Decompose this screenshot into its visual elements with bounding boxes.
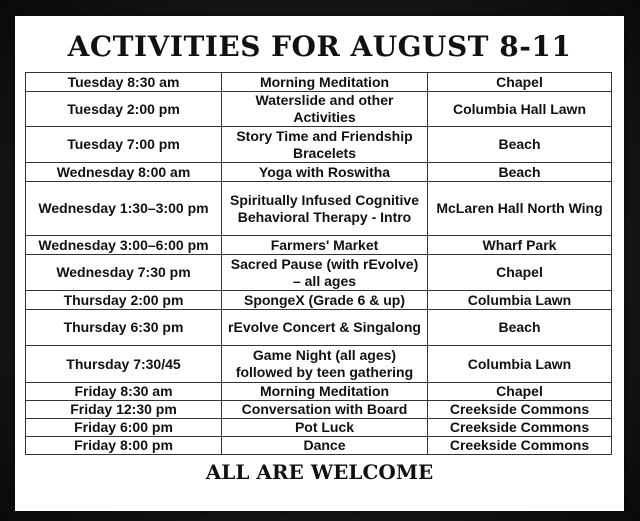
time-cell: Wednesday 1:30–3:00 pm <box>26 182 222 236</box>
location-cell: Beach <box>428 163 612 182</box>
table-row <box>26 163 612 182</box>
activity-cell: Pot Luck <box>222 419 428 437</box>
activity-cell: Game Night (all ages) followed by teen gathering <box>222 346 428 383</box>
activity-cell: Sacred Pause (with rEvolve) – all ages <box>222 255 428 291</box>
location-cell: Chapel <box>428 255 612 291</box>
time-cell: Tuesday 2:00 pm <box>26 92 222 127</box>
time-cell: Tuesday 7:00 pm <box>26 127 222 163</box>
table-row <box>26 346 612 383</box>
time-cell: Friday 12:30 pm <box>26 401 222 419</box>
table-row <box>26 310 612 346</box>
activity-cell: Morning Meditation <box>222 73 428 92</box>
activity-cell: SpongeX (Grade 6 & up) <box>222 291 428 310</box>
activity-cell: Conversation with Board <box>222 401 428 419</box>
activity-cell: Yoga with Roswitha <box>222 163 428 182</box>
location-cell: Wharf Park <box>428 236 612 255</box>
location-cell: Beach <box>428 127 612 163</box>
time-cell: Friday 6:00 pm <box>26 419 222 437</box>
activity-cell: Story Time and Friendship Bracelets <box>222 127 428 163</box>
schedule-table <box>25 72 612 455</box>
time-cell: Thursday 6:30 pm <box>26 310 222 346</box>
flyer-page <box>15 16 624 511</box>
table-row <box>26 127 612 163</box>
table-row <box>26 419 612 437</box>
table-row <box>26 291 612 310</box>
activity-cell: Spiritually Infused Cognitive Behavioral Therapy - Intro <box>222 182 428 236</box>
time-cell: Wednesday 3:00–6:00 pm <box>26 236 222 255</box>
time-cell: Friday 8:30 am <box>26 383 222 401</box>
activity-cell: Waterslide and other Activities <box>222 92 428 127</box>
location-cell: Creekside Commons <box>428 419 612 437</box>
table-row <box>26 401 612 419</box>
location-cell: Beach <box>428 310 612 346</box>
activity-cell: Dance <box>222 437 428 455</box>
location-cell: Chapel <box>428 383 612 401</box>
location-cell: Columbia Lawn <box>428 291 612 310</box>
table-row <box>26 437 612 455</box>
location-cell: Chapel <box>428 73 612 92</box>
activity-cell: Farmers' Market <box>222 236 428 255</box>
table-row <box>26 236 612 255</box>
time-cell: Thursday 7:30/45 <box>26 346 222 383</box>
time-cell: Tuesday 8:30 am <box>26 73 222 92</box>
location-cell: Creekside Commons <box>428 437 612 455</box>
activity-cell: rEvolve Concert & Singalong <box>222 310 428 346</box>
activity-cell: Morning Meditation <box>222 383 428 401</box>
time-cell: Wednesday 8:00 am <box>26 163 222 182</box>
time-cell: Wednesday 7:30 pm <box>26 255 222 291</box>
time-cell: Friday 8:00 pm <box>26 437 222 455</box>
page-title: ACTIVITIES FOR AUGUST 8-11 <box>67 30 572 63</box>
location-cell: Columbia Lawn <box>428 346 612 383</box>
table-row <box>26 383 612 401</box>
table-row <box>26 182 612 236</box>
table-row <box>26 73 612 92</box>
location-cell: McLaren Hall North Wing <box>428 182 612 236</box>
location-cell: Creekside Commons <box>428 401 612 419</box>
location-cell: Columbia Hall Lawn <box>428 92 612 127</box>
footer-note: ALL ARE WELCOME <box>205 460 434 484</box>
table-row <box>26 92 612 127</box>
time-cell: Thursday 2:00 pm <box>26 291 222 310</box>
table-row <box>26 255 612 291</box>
